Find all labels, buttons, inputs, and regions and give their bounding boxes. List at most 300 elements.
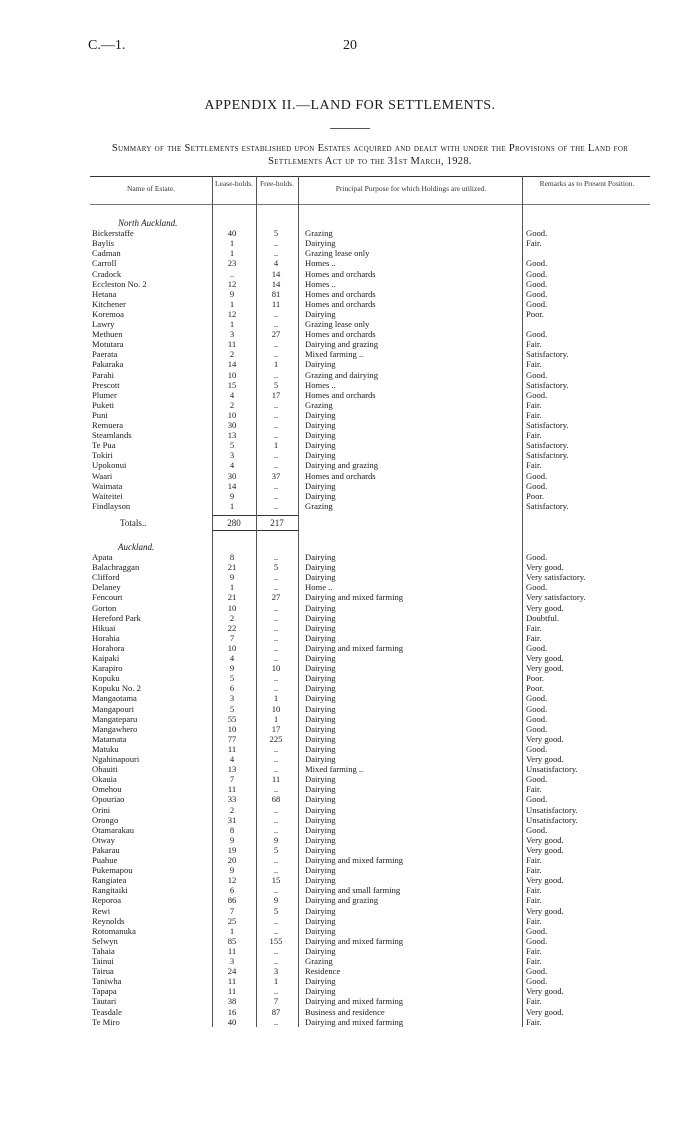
purpose-value: Dairying (305, 865, 336, 876)
freeholds-value: .. (273, 399, 279, 410)
leaseholds-value: 21 (227, 592, 237, 603)
estate-name: Rotomanuka (92, 925, 136, 936)
table-row (90, 562, 650, 572)
totals-rule (212, 515, 298, 516)
leaseholds-value: 1 (229, 925, 235, 936)
leaseholds-value: 12 (227, 875, 237, 886)
header-rule (90, 204, 650, 205)
table-row (90, 410, 650, 420)
purpose-value: Dairying (305, 420, 336, 430)
table-row (90, 238, 650, 248)
estate-name: Remuera (92, 420, 124, 430)
freeholds-value: 87 (271, 1006, 281, 1017)
estate-name: Lawry (92, 319, 115, 329)
remark-value: Good. (526, 228, 548, 239)
remark-value: Satisfactory. (526, 440, 569, 451)
purpose-value: Dairying and mixed farming (305, 592, 404, 603)
estate-name: Puahue (92, 855, 118, 865)
estate-name: Motutara (92, 339, 124, 350)
purpose-value: Homes and orchards (305, 288, 376, 299)
remark-value: Good. (526, 582, 548, 593)
freeholds-value: .. (273, 915, 279, 926)
table-row (90, 501, 650, 511)
leaseholds-value: 10 (227, 723, 237, 734)
estate-name: Waari (92, 470, 113, 481)
leaseholds-value: 2 (229, 612, 235, 623)
purpose-value: Dairying (305, 450, 336, 461)
purpose-value: Dairying (305, 238, 336, 249)
purpose-value: Dairying (305, 844, 336, 855)
table-row (90, 966, 650, 976)
table-row (90, 663, 650, 673)
purpose-value: Homes and orchards (305, 329, 376, 340)
col-head-leaseholds: Lease-holds. (214, 179, 254, 188)
leaseholds-value: 1 (229, 298, 235, 309)
leaseholds-value: 7 (229, 774, 235, 785)
table-row (90, 774, 650, 784)
table-row (90, 744, 650, 754)
leaseholds-value: 9 (229, 663, 235, 674)
freeholds-value: .. (273, 248, 279, 259)
table-row (90, 613, 650, 623)
remark-value: Very good. (526, 986, 564, 997)
leaseholds-value: 9 (229, 572, 235, 583)
freeholds-value: 17 (271, 389, 281, 400)
table-row (90, 724, 650, 734)
leaseholds-value: 5 (229, 703, 235, 714)
remark-value: Good. (526, 693, 548, 704)
leaseholds-value: 11 (227, 784, 237, 795)
table-row (90, 420, 650, 430)
leaseholds-value: 2 (229, 349, 235, 360)
purpose-value: Dairying and mixed farming (305, 935, 404, 946)
freeholds-value: 1 (273, 440, 279, 451)
freeholds-value: .. (273, 622, 279, 633)
table-row (90, 895, 650, 905)
estate-name: Tahaia (92, 945, 115, 956)
purpose-value: Dairying (305, 754, 336, 764)
remark-value: Good. (526, 389, 548, 400)
freeholds-value: 14 (271, 278, 281, 289)
leaseholds-value: 12 (227, 308, 237, 319)
freeholds-value: 225 (269, 733, 283, 744)
purpose-value: Homes and orchards (305, 298, 376, 309)
purpose-value: Grazing (305, 500, 333, 511)
table-row (90, 1017, 650, 1027)
leaseholds-value: 2 (229, 399, 235, 410)
estate-name: Baylis (92, 238, 114, 249)
remark-value: Fair. (526, 865, 542, 876)
purpose-value: Business and residence (305, 1006, 385, 1017)
purpose-value: Grazing (305, 956, 333, 966)
freeholds-value: 5 (273, 562, 279, 573)
table-row (90, 996, 650, 1006)
table-row (90, 471, 650, 481)
estate-name: Gorton (92, 602, 117, 613)
table-row (90, 390, 650, 400)
freeholds-value: 1 (273, 713, 279, 724)
table-row (90, 329, 650, 339)
table-row (90, 946, 650, 956)
freeholds-value: .. (273, 1016, 279, 1027)
purpose-value: Dairying (305, 602, 336, 613)
table-row (90, 845, 650, 855)
purpose-value: Dairying (305, 430, 336, 441)
leaseholds-value: 8 (229, 824, 235, 835)
purpose-value: Dairying (305, 824, 336, 835)
leaseholds-value: 5 (229, 440, 235, 451)
remark-value: Very good. (526, 602, 564, 613)
table-row (90, 835, 650, 845)
remark-value: Fair. (526, 895, 542, 906)
estate-name: Puni (92, 409, 108, 420)
table-row (90, 440, 650, 450)
table-row (90, 1007, 650, 1017)
remark-value: Good. (526, 268, 548, 279)
table-row (90, 865, 650, 875)
remark-value: Very good. (526, 875, 564, 886)
leaseholds-value: 1 (229, 500, 235, 511)
table-row (90, 956, 650, 966)
leaseholds-value: 7 (229, 905, 235, 916)
leaseholds-value: 31 (227, 814, 237, 825)
table-row (90, 926, 650, 936)
purpose-value: Homes and orchards (305, 389, 376, 400)
leaseholds-value: 38 (227, 996, 237, 1007)
estate-name: Rewi (92, 905, 111, 916)
remark-value: Fair. (526, 1016, 542, 1027)
remark-value: Good. (526, 552, 548, 562)
freeholds-value: .. (273, 632, 279, 643)
remark-value: Good. (526, 258, 548, 269)
section-heading: Auckland. (118, 541, 155, 552)
purpose-value: Dairying (305, 915, 336, 926)
table-row (90, 754, 650, 764)
estate-name: Ngahinapouri (92, 754, 140, 764)
table-row (90, 714, 650, 724)
estate-name: Hereford Park (92, 612, 141, 623)
purpose-value: Grazing (305, 228, 333, 239)
freeholds-value: .. (273, 804, 279, 815)
remark-value: Fair. (526, 956, 542, 966)
leaseholds-value: 10 (227, 602, 237, 613)
leaseholds-value: 40 (227, 1016, 237, 1027)
table-row (90, 491, 650, 501)
leaseholds-value: 11 (227, 976, 237, 987)
table-row (90, 339, 650, 349)
freeholds-value: 11 (271, 774, 281, 785)
summary-caption: Summary of the Settlements established upon Estates acquired and dealt with under the Provisions of the Land for Settlements Act up to the 31st March, 1928. (111, 143, 629, 167)
freeholds-value: 5 (273, 905, 279, 916)
estate-name: Kitchener (92, 298, 126, 309)
purpose-value: Homes and orchards (305, 470, 376, 481)
estate-name: Hetana (92, 288, 117, 299)
appendix-title: APPENDIX II.—LAND FOR SETTLEMENTS. (204, 98, 496, 113)
freeholds-value: .. (273, 764, 279, 775)
remark-value: Fair. (526, 885, 542, 896)
freeholds-value: 3 (273, 966, 279, 977)
table-row (90, 592, 650, 602)
leaseholds-value: 30 (227, 470, 237, 481)
leaseholds-value: 1 (229, 248, 235, 259)
freeholds-value: .. (273, 612, 279, 623)
freeholds-value: .. (273, 460, 279, 471)
freeholds-value: 15 (271, 875, 281, 886)
remark-value: Unsatisfactory. (526, 804, 578, 815)
purpose-value: Dairying (305, 552, 336, 562)
freeholds-value: .. (273, 885, 279, 896)
estate-name: Mangateparu (92, 713, 138, 724)
table-row (90, 228, 650, 238)
estate-name: Methuen (92, 329, 123, 340)
leaseholds-value: 22 (227, 622, 237, 633)
freeholds-value: .. (273, 308, 279, 319)
freeholds-value: .. (273, 500, 279, 511)
leaseholds-value: 77 (227, 733, 237, 744)
table-row (90, 349, 650, 359)
freeholds-value: 81 (271, 288, 281, 299)
estate-name: Rangitaiki (92, 885, 128, 896)
freeholds-value: .. (273, 430, 279, 441)
freeholds-value: .. (273, 855, 279, 865)
freeholds-value: .. (273, 642, 279, 653)
estate-name: Teasdale (92, 1006, 122, 1017)
remark-value: Good. (526, 713, 548, 724)
purpose-value: Residence (305, 966, 341, 977)
leaseholds-value: .. (229, 268, 235, 279)
purpose-value: Dairying (305, 663, 336, 674)
estate-name: Parahi (92, 369, 114, 380)
purpose-value: Dairying (305, 632, 336, 643)
table-row (90, 916, 650, 926)
remark-value: Fair. (526, 430, 542, 441)
estate-name: Balachraggan (92, 562, 140, 573)
estate-name: Pakaraka (92, 359, 124, 370)
leaseholds-value: 12 (227, 278, 237, 289)
leaseholds-value: 3 (229, 329, 235, 340)
table-row (90, 370, 650, 380)
remark-value: Fair. (526, 460, 542, 471)
freeholds-value: .. (273, 754, 279, 764)
freeholds-value: 1 (273, 359, 279, 370)
freeholds-value: .. (273, 339, 279, 350)
table-row (90, 855, 650, 865)
remark-value: Satisfactory. (526, 450, 569, 461)
remark-value: Unsatisfactory. (526, 814, 578, 825)
leaseholds-value: 9 (229, 865, 235, 876)
remark-value: Fair. (526, 622, 542, 633)
estate-name: Paerata (92, 349, 118, 360)
estate-name: Tautari (92, 996, 117, 1007)
freeholds-value: 27 (271, 329, 281, 340)
freeholds-value: .. (273, 683, 279, 694)
remark-value: Unsatisfactory. (526, 764, 578, 775)
table-row (90, 875, 650, 885)
purpose-value: Dairying and grazing (305, 460, 379, 471)
table-row (90, 653, 650, 663)
table-row (90, 269, 650, 279)
estate-name: Horahia (92, 632, 120, 643)
purpose-value: Mixed farming .. (305, 764, 364, 775)
estate-name: Omehou (92, 784, 122, 795)
remark-value: Doubtful. (526, 612, 560, 623)
freeholds-value: 10 (271, 663, 281, 674)
purpose-value: Dairying (305, 925, 336, 936)
remark-value: Poor. (526, 308, 544, 319)
table-row (90, 279, 650, 289)
remark-value: Good. (526, 369, 548, 380)
freeholds-value: 1 (273, 976, 279, 987)
table-row (90, 430, 650, 440)
estate-name: Opouriao (92, 794, 125, 805)
leaseholds-value: 7 (229, 632, 235, 643)
purpose-value: Grazing lease only (305, 319, 370, 329)
table-row (90, 400, 650, 410)
leaseholds-value: 85 (227, 935, 237, 946)
freeholds-value: 11 (271, 298, 281, 309)
purpose-value: Homes and orchards (305, 268, 376, 279)
purpose-value: Dairying (305, 359, 336, 370)
column-rule (522, 176, 523, 1027)
estate-name: Selwyn (92, 935, 118, 946)
purpose-value: Homes .. (305, 379, 336, 390)
freeholds-value: .. (273, 582, 279, 593)
freeholds-value: .. (273, 349, 279, 360)
freeholds-value: .. (273, 865, 279, 876)
purpose-value: Dairying (305, 814, 336, 825)
leaseholds-value: 13 (227, 430, 237, 441)
table-row (90, 572, 650, 582)
estate-name: Tapapa (92, 986, 117, 997)
purpose-value: Dairying (305, 480, 336, 491)
table-row (90, 936, 650, 946)
purpose-value: Dairying and grazing (305, 895, 379, 906)
remark-value: Good. (526, 935, 548, 946)
table-row (90, 704, 650, 714)
leaseholds-value: 3 (229, 956, 235, 966)
freeholds-value: 9 (273, 834, 279, 845)
table-row (90, 582, 650, 592)
remark-value: Good. (526, 480, 548, 491)
estate-name: Plumer (92, 389, 117, 400)
estate-name: Kaipaki (92, 653, 120, 663)
remark-value: Very satisfactory. (526, 592, 586, 603)
estate-name: Matamata (92, 733, 127, 744)
remark-value: Very satisfactory. (526, 572, 586, 583)
estate-name: Karapiro (92, 663, 123, 674)
leaseholds-value: 19 (227, 844, 237, 855)
purpose-value: Dairying (305, 804, 336, 815)
freeholds-value: 5 (273, 228, 279, 239)
remark-value: Fair. (526, 399, 542, 410)
freeholds-value: 7 (273, 996, 279, 1007)
freeholds-value: .. (273, 238, 279, 249)
title-rule (330, 128, 370, 129)
remark-value: Fair. (526, 632, 542, 643)
purpose-value: Dairying (305, 308, 336, 319)
remark-value: Good. (526, 743, 548, 754)
table-row (90, 319, 650, 329)
freeholds-value: .. (273, 602, 279, 613)
freeholds-value: .. (273, 572, 279, 583)
leaseholds-value: 5 (229, 673, 235, 684)
purpose-value: Dairying and mixed farming (305, 642, 404, 653)
purpose-value: Dairying (305, 733, 336, 744)
table-top-rule (90, 176, 650, 177)
estate-name: Orongo (92, 814, 119, 825)
purpose-value: Dairying and mixed farming (305, 996, 404, 1007)
remark-value: Very good. (526, 905, 564, 916)
estate-name: Rangiatea (92, 875, 127, 886)
remark-value: Fair. (526, 359, 542, 370)
estate-name: Reynolds (92, 915, 125, 926)
column-rule (298, 176, 299, 1027)
leaseholds-value: 8 (229, 552, 235, 562)
purpose-value: Grazing and dairying (305, 369, 379, 380)
freeholds-value: .. (273, 743, 279, 754)
leaseholds-value: 6 (229, 885, 235, 896)
table-row (90, 460, 650, 470)
leaseholds-value: 1 (229, 319, 235, 329)
section-heading: North Auckland. (118, 218, 178, 228)
table-row (90, 643, 650, 653)
estate-name: Mangaotama (92, 693, 137, 704)
table-row (90, 481, 650, 491)
freeholds-value: .. (273, 956, 279, 966)
estate-name: Okauia (92, 774, 117, 785)
totals-bottom-rule (212, 530, 298, 531)
purpose-value: Homes .. (305, 278, 336, 289)
table-row (90, 603, 650, 613)
freeholds-value: 14 (271, 268, 281, 279)
freeholds-value: .. (273, 784, 279, 795)
freeholds-value: 68 (271, 794, 281, 805)
estate-name: Kopuku (92, 673, 120, 684)
leaseholds-value: 9 (229, 834, 235, 845)
purpose-value: Dairying and mixed farming (305, 855, 404, 865)
remark-value: Good. (526, 278, 548, 289)
purpose-value: Dairying (305, 653, 336, 663)
col-head-freeholds: Free-holds. (260, 179, 294, 188)
table-row (90, 258, 650, 268)
leaseholds-value: 4 (229, 389, 235, 400)
purpose-value: Home .. (305, 582, 333, 593)
purpose-value: Dairying (305, 945, 336, 956)
freeholds-value: .. (273, 986, 279, 997)
remark-value: Very good. (526, 653, 564, 663)
remark-value: Good. (526, 925, 548, 936)
freeholds-value: 155 (269, 935, 283, 946)
leaseholds-value: 13 (227, 764, 237, 775)
freeholds-value: .. (273, 824, 279, 835)
estate-name: Steamlands (92, 430, 132, 441)
estate-name: Tainui (92, 956, 114, 966)
remark-value: Poor. (526, 490, 544, 501)
remark-value: Good. (526, 966, 548, 977)
table-row (90, 299, 650, 309)
estate-name: Horahora (92, 642, 125, 653)
freeholds-value: 27 (271, 592, 281, 603)
freeholds-value: .. (273, 490, 279, 501)
estate-name: Tokiri (92, 450, 113, 461)
estate-name: Bickerstaffe (92, 228, 134, 239)
estate-name: Kopuku No. 2 (92, 683, 141, 694)
estate-name: Mangapouri (92, 703, 135, 714)
leaseholds-value: 14 (227, 359, 237, 370)
freeholds-value: 9 (273, 895, 279, 906)
remark-value: Good. (526, 642, 548, 653)
estate-name: Apata (92, 552, 113, 562)
